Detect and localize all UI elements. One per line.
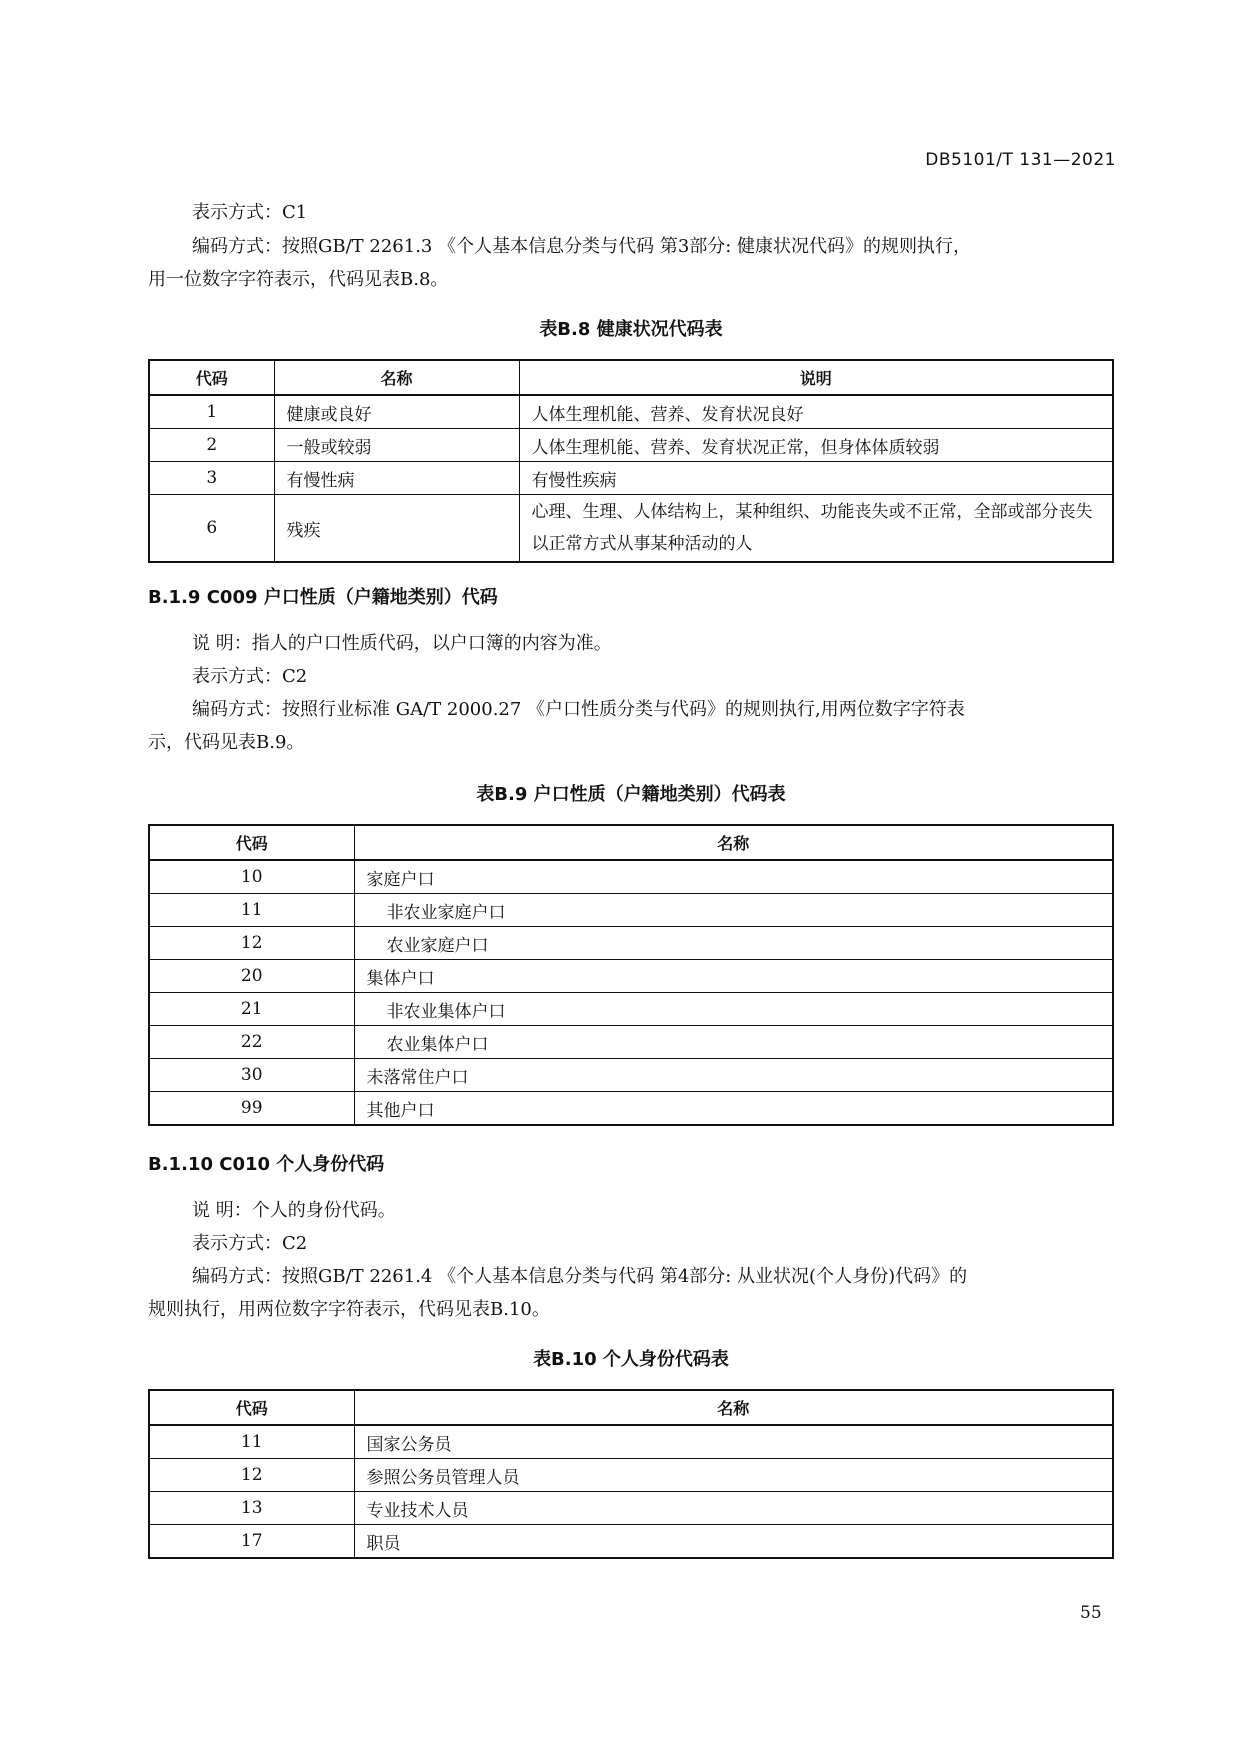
table-row — [149, 395, 1113, 429]
cell-name: 残疾 — [274, 495, 519, 563]
table-b8-caption: 表B.8 健康状况代码表 — [539, 319, 723, 340]
cell-name: 农业集体户口 — [354, 1026, 1113, 1059]
table-row — [149, 1425, 1113, 1459]
cell-code: 13 — [149, 1492, 354, 1525]
cell-code: 17 — [149, 1525, 354, 1559]
cell-name: 非农业集体户口 — [354, 993, 1113, 1026]
table-row — [149, 495, 1113, 563]
cell-name: 家庭户口 — [354, 860, 1113, 894]
header-code: 代码 — [149, 1390, 354, 1425]
section-heading-c009: B.1.9 C009 户口性质（户籍地类别）代码 — [148, 587, 498, 608]
cell-code: 22 — [149, 1026, 354, 1059]
c008-repr: 表示方式：C1 — [192, 202, 308, 223]
table-row — [149, 1059, 1113, 1092]
cell-name: 有慢性病 — [274, 462, 519, 495]
c008-coding-line1: 编码方式：按照GB/T 2261.3 《个人基本信息分类与代码 第3部分: 健康状况代码》的规则执行， — [192, 236, 972, 257]
c010-coding-line1: 编码方式：按照GB/T 2261.4 《个人基本信息分类与代码 第4部分: 从业状况(个人身份)代码》的 — [192, 1266, 968, 1287]
cell-name: 专业技术人员 — [354, 1492, 1113, 1525]
cell-code: 30 — [149, 1059, 354, 1092]
table-row — [149, 462, 1113, 495]
cell-name: 其他户口 — [354, 1092, 1113, 1126]
cell-name: 集体户口 — [354, 960, 1113, 993]
c009-coding-line1: 编码方式：按照行业标准 GA/T 2000.27 《户口性质分类与代码》的规则执行,用两位数字字符表 — [192, 699, 965, 720]
header-name: 名称 — [354, 1390, 1113, 1425]
cell-code: 12 — [149, 927, 354, 960]
c009-coding-line2: 示，代码见表B.9。 — [148, 732, 305, 753]
table-b8 — [148, 359, 1114, 563]
table-header-row — [149, 825, 1113, 860]
c010-repr: 表示方式：C2 — [192, 1233, 308, 1254]
cell-code: 10 — [149, 860, 354, 894]
table-row — [149, 894, 1113, 927]
cell-code: 11 — [149, 1425, 354, 1459]
cell-name: 一般或较弱 — [274, 429, 519, 462]
cell-code: 6 — [149, 495, 274, 563]
document-code-header: DB5101/T 131—2021 — [925, 150, 1116, 170]
cell-code: 21 — [149, 993, 354, 1026]
c008-coding-line2: 用一位数字字符表示，代码见表B.8。 — [148, 269, 449, 290]
table-row — [149, 1525, 1113, 1559]
header-code: 代码 — [149, 825, 354, 860]
table-b9 — [148, 824, 1114, 1126]
cell-code: 3 — [149, 462, 274, 495]
table-row — [149, 927, 1113, 960]
header-name: 名称 — [354, 825, 1113, 860]
table-row — [149, 1092, 1113, 1126]
table-row — [149, 1492, 1113, 1525]
cell-name: 职员 — [354, 1525, 1113, 1559]
table-b10 — [148, 1389, 1114, 1559]
c010-explain: 说 明：个人的身份代码。 — [192, 1200, 396, 1221]
cell-name: 未落常住户口 — [354, 1059, 1113, 1092]
cell-code: 12 — [149, 1459, 354, 1492]
table-row — [149, 1026, 1113, 1059]
cell-code: 20 — [149, 960, 354, 993]
cell-name: 国家公务员 — [354, 1425, 1113, 1459]
c009-explain: 说 明：指人的户口性质代码，以户口簿的内容为准。 — [192, 633, 612, 654]
cell-desc: 心理、生理、人体结构上，某种组织、功能丧失或不正常，全部或部分丧失以正常方式从事某种活动的人 — [519, 495, 1113, 563]
header-name: 名称 — [274, 360, 519, 395]
table-row — [149, 1459, 1113, 1492]
cell-desc: 人体生理机能、营养、发育状况良好 — [519, 395, 1113, 429]
c010-coding-line2: 规则执行，用两位数字字符表示，代码见表B.10。 — [148, 1299, 550, 1320]
cell-desc: 有慢性疾病 — [519, 462, 1113, 495]
table-row — [149, 429, 1113, 462]
cell-name: 参照公务员管理人员 — [354, 1459, 1113, 1492]
page-number: 55 — [1080, 1603, 1102, 1623]
section-heading-c010: B.1.10 C010 个人身份代码 — [148, 1154, 385, 1175]
cell-code: 2 — [149, 429, 274, 462]
header-code: 代码 — [149, 360, 274, 395]
cell-code: 99 — [149, 1092, 354, 1126]
table-row — [149, 860, 1113, 894]
cell-desc: 人体生理机能、营养、发育状况正常，但身体体质较弱 — [519, 429, 1113, 462]
table-b9-caption: 表B.9 户口性质（户籍地类别）代码表 — [476, 784, 786, 805]
cell-name: 健康或良好 — [274, 395, 519, 429]
c009-repr: 表示方式：C2 — [192, 666, 308, 687]
cell-code: 1 — [149, 395, 274, 429]
table-header-row — [149, 1390, 1113, 1425]
table-row — [149, 993, 1113, 1026]
cell-name: 非农业家庭户口 — [354, 894, 1113, 927]
table-header-row — [149, 360, 1113, 395]
table-b10-caption: 表B.10 个人身份代码表 — [533, 1349, 729, 1370]
header-desc: 说明 — [519, 360, 1113, 395]
table-row — [149, 960, 1113, 993]
cell-name: 农业家庭户口 — [354, 927, 1113, 960]
cell-code: 11 — [149, 894, 354, 927]
